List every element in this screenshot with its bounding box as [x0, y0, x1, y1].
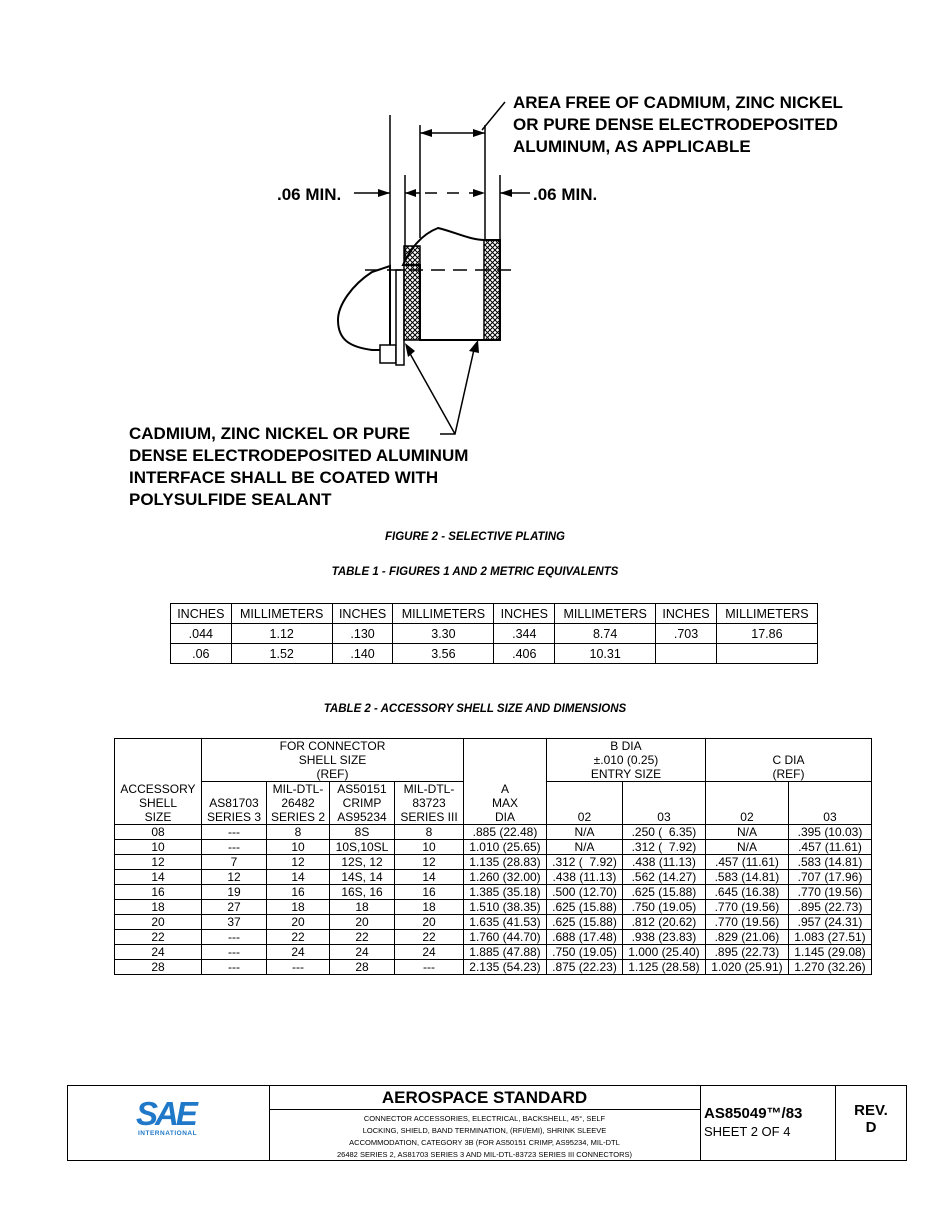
table-cell: 17.86 [716, 624, 817, 644]
table-cell: .583 (14.81) [705, 870, 788, 885]
table-cell: 22 [330, 930, 395, 945]
header-line: MAX [491, 796, 518, 810]
table-cell: 1.270 (32.26) [788, 960, 871, 975]
table-cell: 10 [115, 840, 202, 855]
table-row [115, 855, 872, 870]
description-line: ACCOMMODATION, CATEGORY 3B (FOR AS50151 CRIMP, AS95234, MIL-DTL [349, 1138, 620, 1147]
table-header-row [115, 739, 872, 782]
table-cell: 37 [202, 915, 267, 930]
arrowhead [405, 189, 416, 197]
table-cell: 18 [330, 900, 395, 915]
description-line: CONNECTOR ACCESSORIES, ELECTRICAL, BACKSHELL, 45°, SELF [363, 1114, 606, 1123]
table-cell: 24 [395, 945, 464, 960]
table-cell: .250 ( 6.35) [622, 825, 705, 840]
header-line: AS50151 [337, 782, 387, 796]
header-line: SERIES III [400, 810, 458, 824]
table-row [115, 885, 872, 900]
table-row [171, 644, 818, 664]
table-cell: .500 (12.70) [547, 885, 623, 900]
table-row [115, 945, 872, 960]
table-cell: .875 (22.23) [547, 960, 623, 975]
table-cell: .750 (19.05) [547, 945, 623, 960]
header-as50151 [330, 782, 395, 825]
callout-bottom-leader [408, 345, 475, 434]
table-cell: .885 (22.48) [464, 825, 547, 840]
table-cell: 1.260 (32.00) [464, 870, 547, 885]
table-cell: .044 [171, 624, 232, 644]
header-line: (REF) [316, 767, 349, 781]
table-cell: .829 (21.06) [705, 930, 788, 945]
table-cell: 1.385 (35.18) [464, 885, 547, 900]
header-line: ENTRY SIZE [590, 767, 662, 781]
header-cell: MILLIMETERS [555, 604, 656, 624]
table-cell: 10.31 [555, 644, 656, 664]
table-cell: --- [202, 930, 267, 945]
table-cell: --- [395, 960, 464, 975]
table-cell: .625 (15.88) [547, 915, 623, 930]
header-b-02: 02 [547, 782, 623, 825]
table-cell: 20 [395, 915, 464, 930]
table-row [115, 915, 872, 930]
table-cell: 1.083 (27.51) [788, 930, 871, 945]
arrowhead [500, 189, 512, 197]
header-cell: INCHES [494, 604, 555, 624]
table-cell: 20 [115, 915, 202, 930]
table-cell: .895 (22.73) [705, 945, 788, 960]
metric-equivalents-table [170, 603, 818, 664]
arrowhead [378, 189, 390, 197]
min-left-label: .06 MIN. [277, 185, 342, 204]
table-cell: 1.885 (47.88) [464, 945, 547, 960]
header-connector [202, 739, 464, 782]
table-cell: 18 [267, 900, 330, 915]
table-cell: 24 [115, 945, 202, 960]
table-row [115, 900, 872, 915]
table-cell: .938 (23.83) [622, 930, 705, 945]
header-line: AS95234 [337, 810, 387, 824]
header-line: SHELL [138, 796, 178, 810]
table-cell: 1.12 [231, 624, 332, 644]
table-cell: 10 [267, 840, 330, 855]
table-cell: .438 (11.13) [547, 870, 623, 885]
table-cell: .625 (15.88) [547, 900, 623, 915]
header-line: CRIMP [342, 796, 382, 810]
header-cell: MILLIMETERS [393, 604, 494, 624]
accessory-shell-table [114, 738, 872, 975]
table-cell: 16S, 16 [330, 885, 395, 900]
header-line: 26482 [281, 796, 315, 810]
doc-number-cell [700, 1086, 836, 1160]
table-cell: 14 [115, 870, 202, 885]
table-cell: 7 [202, 855, 267, 870]
header-cell: MILLIMETERS [231, 604, 332, 624]
header-c-dia [705, 739, 871, 782]
table-cell: 14 [395, 870, 464, 885]
header-line: MIL-DTL- [403, 782, 455, 796]
table-cell: .625 (15.88) [622, 885, 705, 900]
header-cell: INCHES [171, 604, 232, 624]
table-cell: 1.000 (25.40) [622, 945, 705, 960]
table-cell: .344 [494, 624, 555, 644]
table-cell: .130 [332, 624, 393, 644]
rev-label: REV. [854, 1102, 888, 1119]
table-header-row [115, 782, 872, 825]
table-cell: .312 ( 7.92) [622, 840, 705, 855]
selective-plating-figure [0, 0, 950, 520]
header-cell: INCHES [656, 604, 717, 624]
table-cell: .395 (10.03) [788, 825, 871, 840]
table-cell: 08 [115, 825, 202, 840]
table-cell: 10S,10SL [330, 840, 395, 855]
table-cell: 22 [395, 930, 464, 945]
sae-logo: SAE [136, 1095, 195, 1132]
table-cell: N/A [547, 825, 623, 840]
header-mil26482 [267, 782, 330, 825]
callout-bottom-line-4: POLYSULFIDE SEALANT [129, 490, 332, 509]
table-cell: 24 [330, 945, 395, 960]
table-cell: --- [202, 960, 267, 975]
table-cell: .140 [332, 644, 393, 664]
table-cell: 24 [267, 945, 330, 960]
header-cell: MILLIMETERS [716, 604, 817, 624]
table2-body [115, 825, 872, 975]
table-cell: .688 (17.48) [547, 930, 623, 945]
arrowhead [473, 189, 485, 197]
table-cell: 16 [115, 885, 202, 900]
header-c-03: 03 [788, 782, 871, 825]
table-header-row [171, 604, 818, 624]
table-cell: .895 (22.73) [788, 900, 871, 915]
table-cell: 12 [115, 855, 202, 870]
table-cell: 1.010 (25.65) [464, 840, 547, 855]
table-cell: 8 [395, 825, 464, 840]
table-cell: .750 (19.05) [622, 900, 705, 915]
figure-caption: FIGURE 2 - SELECTIVE PLATING [385, 531, 565, 543]
table-cell: 12S, 12 [330, 855, 395, 870]
arrowhead [420, 129, 432, 137]
table-cell: .438 (11.13) [622, 855, 705, 870]
table-cell: --- [202, 825, 267, 840]
callout-bottom-line-2: DENSE ELECTRODEPOSITED ALUMINUM [129, 446, 469, 465]
table-cell: .703 [656, 624, 717, 644]
callout-bottom-line-3: INTERFACE SHALL BE COATED WITH [129, 468, 439, 487]
table-cell: 18 [395, 900, 464, 915]
table-cell: 2.135 (54.23) [464, 960, 547, 975]
title-block [67, 1085, 907, 1161]
table-cell: 8S [330, 825, 395, 840]
rev-cell [836, 1086, 906, 1160]
table-cell: 1.760 (44.70) [464, 930, 547, 945]
title-cell [269, 1086, 701, 1160]
callout-top-line-3: ALUMINUM, AS APPLICABLE [513, 137, 751, 156]
table-cell: .645 (16.38) [705, 885, 788, 900]
header-line: SHELL SIZE [298, 753, 367, 767]
table-cell: 10 [395, 840, 464, 855]
table-row [115, 930, 872, 945]
header-line: ±.010 (0.25) [593, 753, 659, 767]
table-cell: .457 (11.61) [705, 855, 788, 870]
table-cell: 20 [267, 915, 330, 930]
table-cell: .957 (24.31) [788, 915, 871, 930]
table-cell: 1.145 (29.08) [788, 945, 871, 960]
table-cell [716, 644, 817, 664]
table-cell: --- [267, 960, 330, 975]
table-cell: .770 (19.56) [705, 900, 788, 915]
table-row [115, 825, 872, 840]
coupling-nut-outline [338, 266, 390, 350]
header-accessory-text [115, 782, 202, 825]
header-as81703 [202, 782, 267, 825]
table-row [115, 840, 872, 855]
header-b-dia [547, 739, 706, 782]
table-cell: 14S, 14 [330, 870, 395, 885]
header-line: 83723 [412, 796, 446, 810]
standard-title: AEROSPACE STANDARD [269, 1086, 700, 1110]
description-line: 26482 SERIES 2, AS81703 SERIES 3 AND MIL-DTL-83723 SERIES III CONNECTORS) [337, 1150, 632, 1159]
plating-free-band [396, 270, 404, 365]
table-cell: N/A [547, 840, 623, 855]
callout-top-line-1: AREA FREE OF CADMIUM, ZINC NICKEL [513, 93, 843, 112]
table-cell: 19 [202, 885, 267, 900]
header-a-dia [464, 782, 547, 825]
table-cell: .406 [494, 644, 555, 664]
doc-number: AS85049™/83 [704, 1105, 803, 1122]
table-cell: 12 [202, 870, 267, 885]
table-cell: 28 [115, 960, 202, 975]
table-cell: N/A [705, 840, 788, 855]
sae-logo-sub: INTERNATIONAL [138, 1130, 198, 1137]
header-line: SERIES 3 [206, 810, 262, 824]
callout-bottom-line-1: CADMIUM, ZINC NICKEL OR PURE [129, 424, 411, 443]
table-cell: 8.74 [555, 624, 656, 644]
description-line: LOCKING, SHIELD, BAND TERMINATION, (RFI/EMI), SHRINK SLEEVE [362, 1126, 607, 1135]
nut-flange [380, 345, 396, 363]
hatched-zone-right [484, 240, 500, 340]
table-cell: 28 [330, 960, 395, 975]
header-line: A [500, 782, 509, 796]
table-cell: 16 [395, 885, 464, 900]
table-cell: .06 [171, 644, 232, 664]
table-cell: 16 [267, 885, 330, 900]
table-cell: .707 (17.96) [788, 870, 871, 885]
table-cell: 1.52 [231, 644, 332, 664]
table-cell: N/A [705, 825, 788, 840]
header-line: ACCESSORY [120, 782, 196, 796]
table-cell: .457 (11.61) [788, 840, 871, 855]
table-cell: 18 [115, 900, 202, 915]
table-cell: .770 (19.56) [788, 885, 871, 900]
header-line: SERIES 2 [270, 810, 326, 824]
header-line: C DIA [772, 753, 805, 767]
table-cell: --- [202, 840, 267, 855]
header-line: MIL-DTL- [272, 782, 324, 796]
table-cell: 1.135 (28.83) [464, 855, 547, 870]
header-line: SIZE [144, 810, 172, 824]
table-row [171, 624, 818, 644]
table2-caption: TABLE 2 - ACCESSORY SHELL SIZE AND DIMENSIONS [323, 703, 627, 715]
table-cell: 14 [267, 870, 330, 885]
table-cell: .812 (20.62) [622, 915, 705, 930]
min-right-label: .06 MIN. [533, 185, 598, 204]
header-line: FOR CONNECTOR [279, 739, 386, 753]
table-cell: 20 [330, 915, 395, 930]
header-c-02: 02 [705, 782, 788, 825]
table-cell: 1.020 (25.91) [705, 960, 788, 975]
table-cell: 22 [115, 930, 202, 945]
sheet-number: SHEET 2 OF 4 [704, 1124, 791, 1139]
logo-cell [68, 1086, 270, 1160]
table-cell [656, 644, 717, 664]
table-cell: 12 [395, 855, 464, 870]
table-cell: 3.56 [393, 644, 494, 664]
header-line: (REF) [772, 767, 805, 781]
arrowhead [473, 129, 485, 137]
header-line: B DIA [610, 739, 642, 753]
table-cell: 27 [202, 900, 267, 915]
table-cell: --- [202, 945, 267, 960]
table-cell: .562 (14.27) [622, 870, 705, 885]
hatched-zone-left [404, 246, 420, 340]
arrowhead [469, 340, 479, 353]
header-cell: INCHES [332, 604, 393, 624]
arrowhead [405, 343, 415, 357]
table-cell: 3.30 [393, 624, 494, 644]
table-cell: .312 ( 7.92) [547, 855, 623, 870]
table-cell: 22 [267, 930, 330, 945]
header-line: AS81703 [209, 796, 259, 810]
table-row [115, 960, 872, 975]
table-cell: 8 [267, 825, 330, 840]
table-cell: 1.635 (41.53) [464, 915, 547, 930]
table-cell: 1.510 (38.35) [464, 900, 547, 915]
table-cell: .770 (19.56) [705, 915, 788, 930]
table-row [115, 870, 872, 885]
header-mil83723 [395, 782, 464, 825]
table1-caption: TABLE 1 - FIGURES 1 AND 2 METRIC EQUIVALENTS [331, 566, 619, 578]
callout-top-line-2: OR PURE DENSE ELECTRODEPOSITED [513, 115, 838, 134]
table-cell: 12 [267, 855, 330, 870]
header-line: DIA [494, 810, 515, 824]
header-accessory [115, 739, 202, 782]
table-cell: .583 (14.81) [788, 855, 871, 870]
table-cell: 1.125 (28.58) [622, 960, 705, 975]
header-a-spacer [464, 739, 547, 782]
rev-value: D [865, 1119, 877, 1136]
header-b-03: 03 [622, 782, 705, 825]
